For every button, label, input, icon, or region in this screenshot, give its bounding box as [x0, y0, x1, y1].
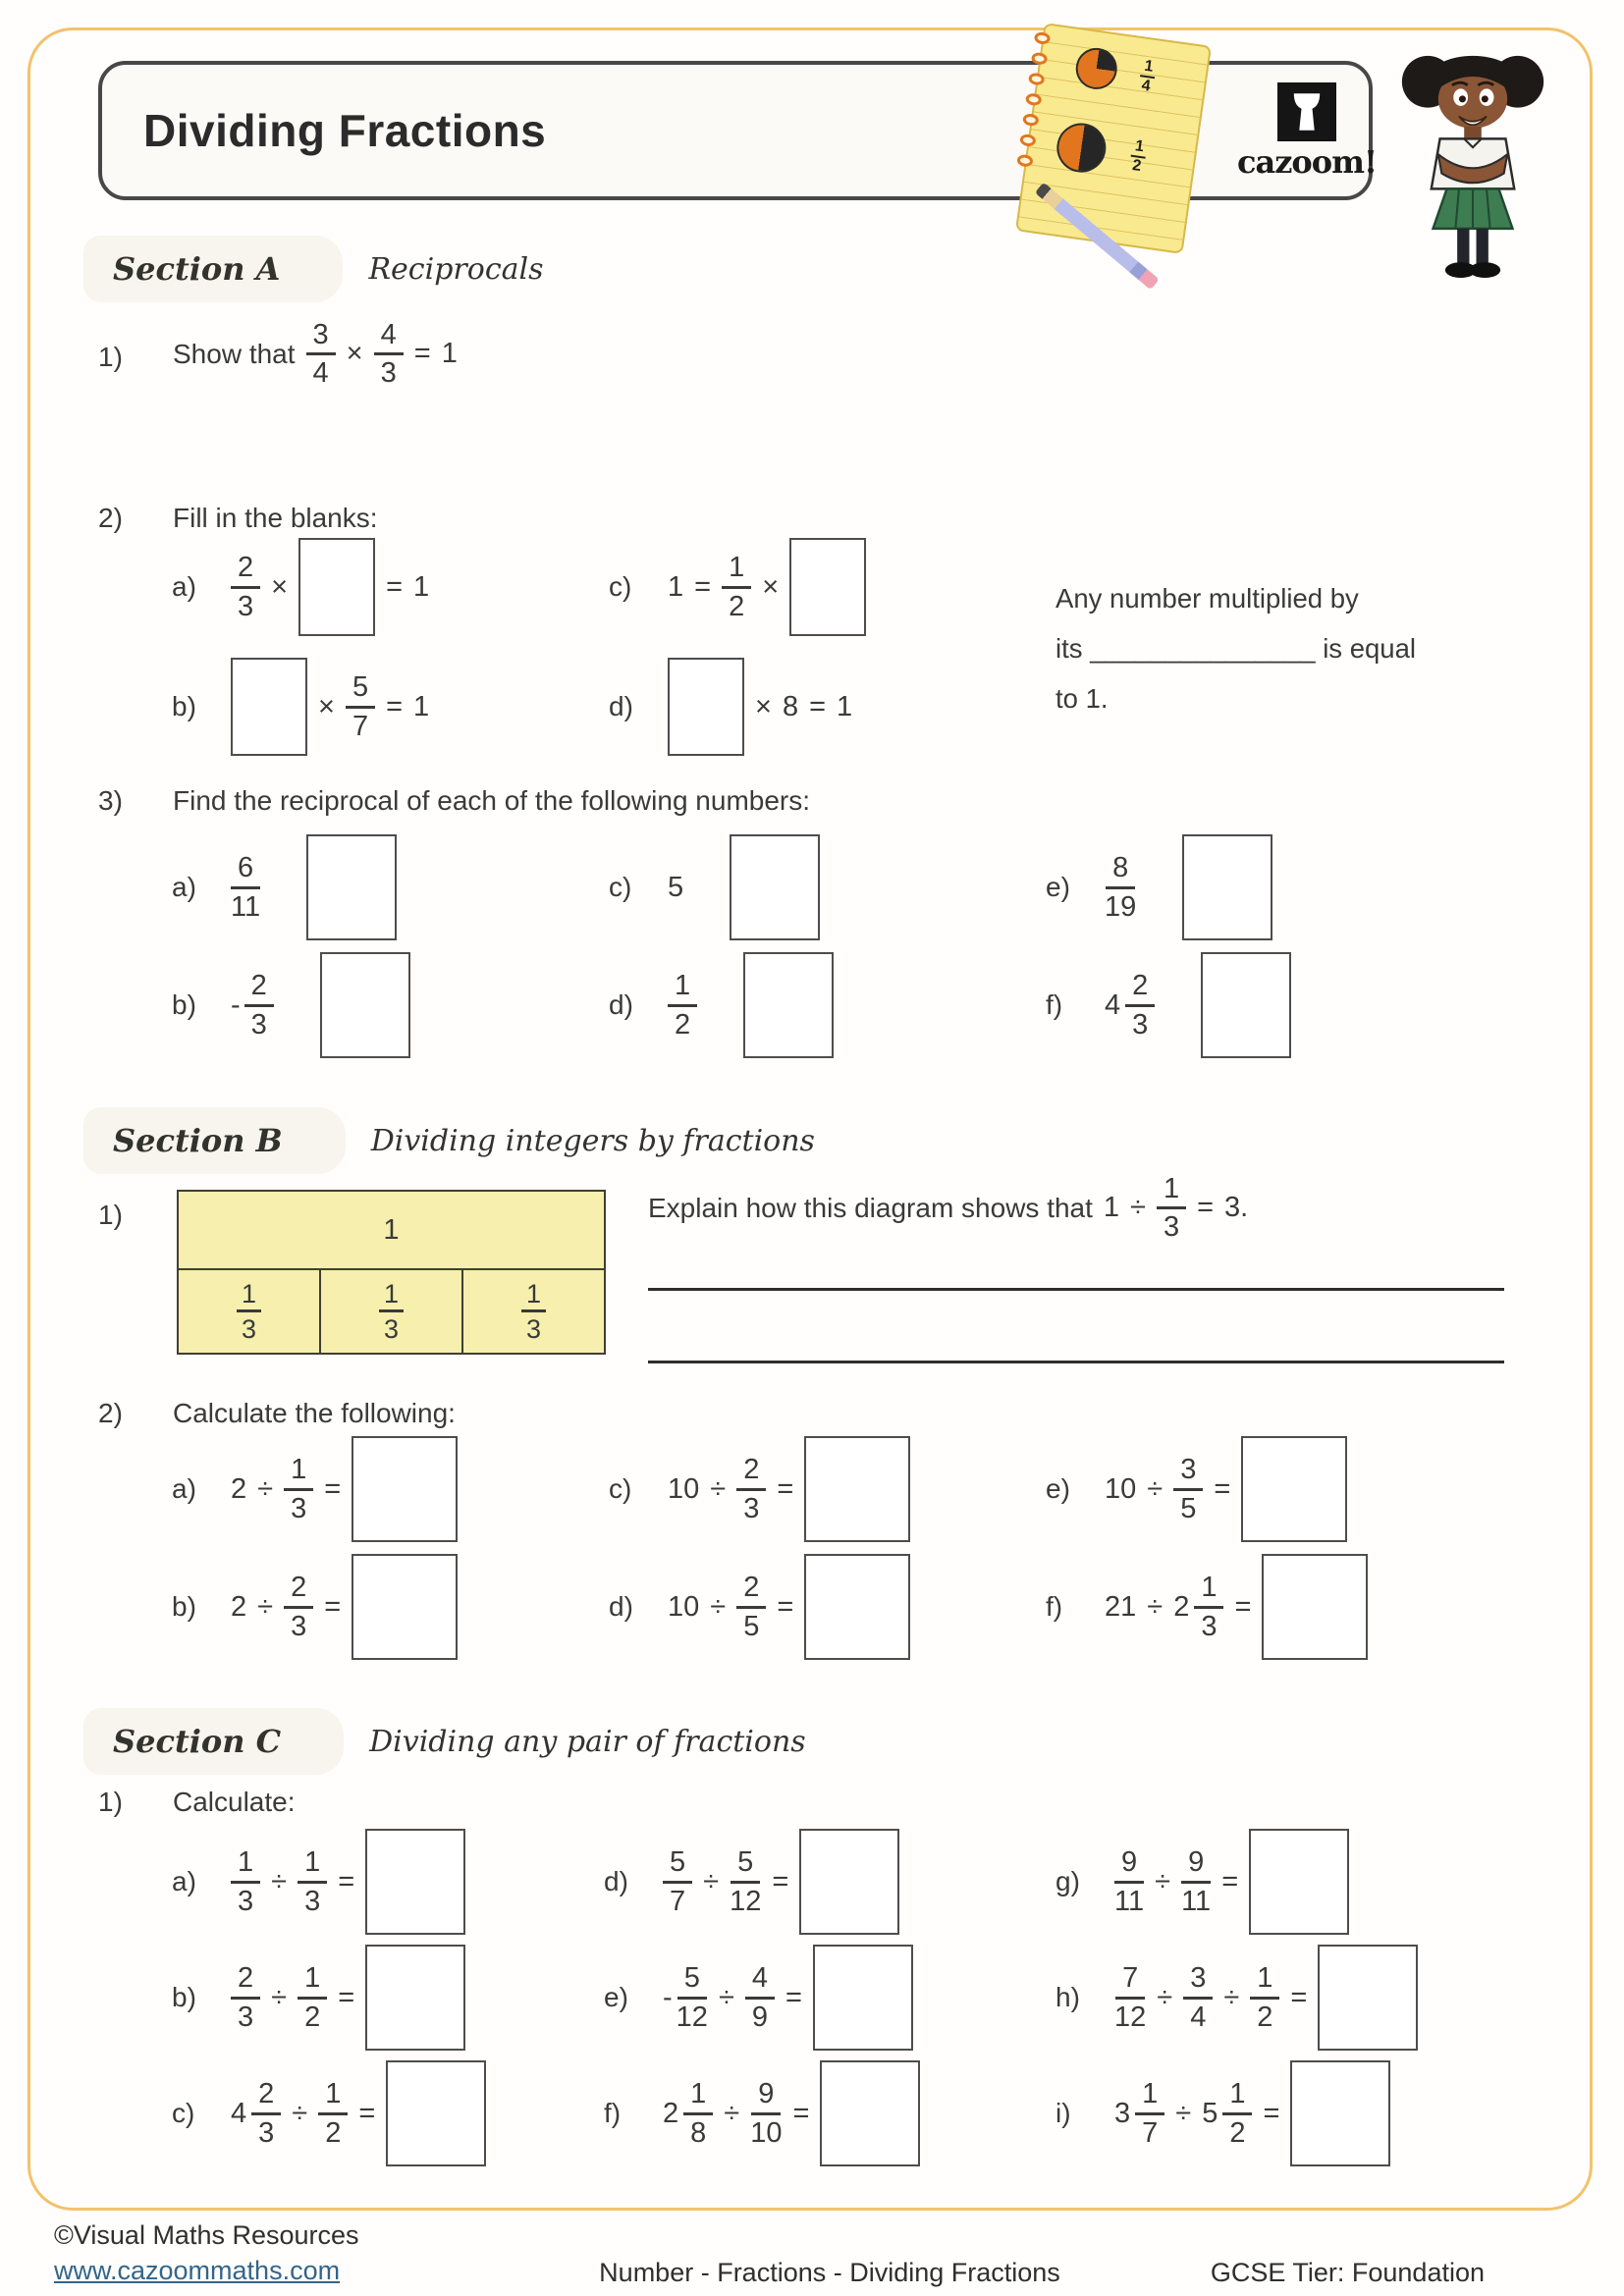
problem-a — [172, 832, 609, 942]
operator: = — [1221, 1865, 1239, 1897]
answer-box[interactable] — [668, 658, 744, 756]
problem-label: b) — [172, 1982, 196, 2012]
answer-box[interactable] — [320, 952, 410, 1058]
problem-label: f) — [604, 2098, 622, 2128]
section-a-label: Section A — [83, 236, 343, 302]
problem-label: a) — [172, 571, 196, 602]
fraction: $\frac{8}{19}$ — [1105, 852, 1137, 923]
problem-a — [172, 536, 609, 638]
problem-label: b) — [172, 691, 196, 721]
operator: = — [338, 1981, 355, 2013]
question-number: 2) — [98, 503, 123, 533]
operator: ÷ — [1175, 2097, 1192, 2129]
problem-c — [609, 832, 1046, 942]
problem-b — [172, 1944, 604, 2052]
problem-label: a) — [172, 872, 196, 902]
fraction: $\frac{1}{3}$ — [1157, 1174, 1186, 1243]
diagram-whole-cell: 1 — [177, 1190, 606, 1270]
term: 2 — [231, 1472, 247, 1505]
operator: = — [1234, 1590, 1252, 1623]
student-character-illustration — [1386, 47, 1559, 284]
problem-label: h) — [1056, 1982, 1080, 2012]
problem-f — [1046, 950, 1429, 1060]
operator: ÷ — [710, 1590, 727, 1623]
operator: ÷ — [271, 1981, 288, 2013]
problem-label: d) — [609, 1591, 633, 1622]
operator: = — [386, 690, 404, 722]
cazoom-logo — [1233, 82, 1380, 192]
operator: ÷ — [271, 1865, 288, 1897]
term: 2 — [231, 1590, 247, 1623]
notebook-illustration — [1015, 23, 1212, 254]
explain-prompt — [648, 1174, 1248, 1243]
term: 1 — [413, 570, 430, 603]
operator: × — [271, 570, 289, 603]
question-a3-head — [98, 785, 810, 817]
website-link[interactable]: www.cazoommaths.com — [54, 2256, 341, 2285]
fraction: - $\frac{5}{12}$ — [663, 1962, 708, 2033]
fraction: $\frac{6}{11}$ — [231, 852, 261, 923]
question-number: 1) — [98, 1200, 123, 1230]
operator: = — [1197, 1192, 1215, 1224]
fraction: $\frac{1}{3}$ — [231, 1847, 260, 1916]
problem-d — [604, 1828, 1056, 1936]
fraction: $\frac{1}{2}$ — [318, 2079, 348, 2148]
section-a-q3-items — [172, 832, 1429, 1060]
fraction: $\frac{5}{7}$ — [663, 1847, 692, 1916]
question-b2-head — [98, 1398, 456, 1429]
section-c-label: Section C — [83, 1708, 344, 1775]
fraction: $\frac{1}{2}$ — [298, 1963, 327, 2032]
fraction: $\frac{1}{2}$ — [1250, 1963, 1279, 2032]
operator: ÷ — [724, 2097, 740, 2129]
logo-text: cazoom! — [1237, 143, 1377, 181]
operator: ÷ — [1223, 1981, 1240, 2013]
answer-box[interactable] — [820, 2060, 920, 2166]
operator: × — [755, 690, 772, 722]
term: 10 — [668, 1472, 700, 1505]
fraction: $\frac{2}{5}$ — [736, 1573, 766, 1641]
term: 1 — [668, 570, 684, 603]
fraction: $\frac{5}{7}$ — [346, 672, 375, 741]
operator: = — [358, 2097, 376, 2129]
term: 1 — [1103, 1192, 1120, 1224]
problem-f — [604, 2059, 1056, 2167]
answer-box[interactable] — [365, 1829, 465, 1935]
problem-h — [1056, 1944, 1438, 2052]
operator: = — [413, 338, 431, 370]
problem-label: c) — [609, 571, 632, 602]
fraction-bar-diagram — [177, 1190, 606, 1355]
operator: = — [694, 570, 712, 603]
problem-i — [1056, 2059, 1438, 2167]
section-b-header — [83, 1107, 815, 1174]
question-number: 2) — [98, 1398, 123, 1428]
question-c1-head — [98, 1787, 296, 1818]
answer-box[interactable] — [231, 658, 307, 756]
answer-box[interactable] — [743, 952, 834, 1058]
problem-b — [172, 950, 609, 1060]
problem-e — [604, 1944, 1056, 2052]
operator: = — [792, 2097, 810, 2129]
problem-label: e) — [604, 1982, 628, 2012]
section-b-q2-items — [172, 1435, 1429, 1661]
diagram-third-cell: $\frac{1}{3}$ — [461, 1268, 606, 1355]
operator: = — [338, 1865, 355, 1897]
problem-c — [609, 536, 1046, 638]
operator: = — [809, 690, 827, 722]
term: 5 — [668, 871, 684, 903]
answer-line[interactable] — [648, 1288, 1504, 1291]
diagram-third-cell: $\frac{1}{3}$ — [177, 1268, 321, 1355]
problem-c — [172, 2059, 604, 2167]
answer-box[interactable] — [1318, 1945, 1418, 2051]
section-c-header — [83, 1708, 806, 1775]
operator: × — [762, 570, 780, 603]
question-prompt: Find the reciprocal of each of the following numbers: — [173, 785, 811, 816]
fraction-label: $\frac{1}{4}$ — [1138, 58, 1158, 95]
mixed-number: 4 $\frac{2}{3}$ — [1105, 971, 1155, 1040]
section-a-q2-items — [172, 536, 1046, 758]
answer-box[interactable] — [298, 538, 375, 636]
problem-label: d) — [609, 989, 633, 1020]
diagram-thirds-row — [177, 1268, 606, 1355]
operator: ÷ — [703, 1865, 720, 1897]
operator: × — [318, 690, 335, 722]
operator: = — [1214, 1472, 1231, 1505]
problem-a — [172, 1828, 604, 1936]
fraction: $\frac{1}{2}$ — [722, 553, 751, 621]
fraction: - $\frac{2}{3}$ — [231, 971, 274, 1040]
answer-box[interactable] — [804, 1436, 910, 1542]
problem-b — [172, 656, 609, 758]
fraction: $\frac{1}{3}$ — [298, 1847, 327, 1916]
answer-box[interactable] — [1262, 1554, 1368, 1660]
fraction: $\frac{5}{12}$ — [730, 1846, 762, 1917]
term: 10 — [1105, 1472, 1137, 1505]
question-prompt: Fill in the blanks: — [173, 503, 378, 533]
worksheet-topic: Number - Fractions - Dividing Fractions — [599, 2258, 1060, 2287]
term: 10 — [668, 1590, 700, 1623]
problem-label: i) — [1056, 2098, 1071, 2128]
reciprocal-note: Any number multiplied by its _______________ is equal to 1. — [1056, 583, 1416, 714]
fraction: $\frac{1}{2}$ — [668, 971, 697, 1040]
answer-box[interactable] — [1182, 834, 1272, 940]
problem-label: d) — [609, 691, 633, 721]
answer-line[interactable] — [648, 1361, 1504, 1363]
fraction: $\frac{4}{3}$ — [374, 320, 404, 389]
answer-box[interactable] — [365, 1945, 465, 2051]
answer-box[interactable] — [799, 1829, 899, 1935]
problem-label: b) — [172, 989, 196, 1020]
section-a-subtitle: Reciprocals — [368, 251, 544, 287]
problem-label: d) — [604, 1866, 628, 1896]
fraction: $\frac{9}{10}$ — [750, 2078, 783, 2149]
term: Explain how this diagram shows that — [648, 1192, 1093, 1223]
problem-d — [609, 656, 1046, 758]
answer-box[interactable] — [804, 1554, 910, 1660]
fraction: $\frac{9}{11}$ — [1114, 1846, 1145, 1917]
problem-d — [609, 950, 1046, 1060]
answer-box[interactable] — [352, 1436, 458, 1542]
question-prompt: Calculate: — [173, 1787, 296, 1817]
problem-label: c) — [172, 2098, 195, 2128]
section-c-subtitle: Dividing any pair of fractions — [369, 1724, 806, 1759]
question-number: 1) — [98, 1787, 123, 1817]
mixed-number: 2 $\frac{1}{3}$ — [1173, 1573, 1223, 1641]
fraction: $\frac{2}{3}$ — [231, 1963, 260, 2032]
problem-e — [1046, 832, 1429, 942]
problem-label: b) — [172, 1591, 196, 1622]
fraction: $\frac{2}{3}$ — [231, 553, 260, 621]
operator: = — [386, 570, 404, 603]
tier-label: GCSE Tier: Foundation — [1210, 2258, 1485, 2287]
problem-label: e) — [1046, 1473, 1070, 1504]
section-b-subtitle: Dividing integers by fractions — [370, 1123, 815, 1158]
fraction: $\frac{1}{3}$ — [284, 1455, 313, 1523]
operator: = — [777, 1472, 794, 1505]
fraction: $\frac{9}{11}$ — [1181, 1846, 1212, 1917]
problem-f — [1046, 1553, 1429, 1661]
term: 1 — [413, 690, 430, 722]
mixed-number: 2 $\frac{1}{8}$ — [663, 2079, 713, 2148]
operator: = — [324, 1472, 342, 1505]
operator: ÷ — [1155, 1865, 1171, 1897]
problem-a — [172, 1435, 609, 1543]
answer-box[interactable] — [306, 834, 397, 940]
mixed-number: 5 $\frac{1}{2}$ — [1202, 2079, 1252, 2148]
problem-c — [609, 1435, 1046, 1543]
term: Show that — [173, 338, 296, 369]
term: 1 — [441, 338, 458, 370]
problem-label: g) — [1056, 1866, 1080, 1896]
operator: = — [777, 1590, 794, 1623]
operator: × — [346, 338, 363, 370]
answer-box[interactable] — [789, 538, 866, 636]
operator: ÷ — [257, 1472, 274, 1505]
half-pie-icon — [1054, 120, 1109, 175]
fraction: $\frac{3}{5}$ — [1173, 1455, 1203, 1523]
copyright-text: ©Visual Maths Resources — [54, 2220, 359, 2250]
operator: ÷ — [710, 1472, 727, 1505]
fraction: $\frac{2}{3}$ — [736, 1455, 766, 1523]
question-a2-head — [98, 503, 378, 534]
problem-label: e) — [1046, 872, 1070, 902]
problem-label: f) — [1046, 989, 1063, 1020]
operator: = — [324, 1590, 342, 1623]
diagram-third-cell: $\frac{1}{3}$ — [319, 1268, 463, 1355]
operator: ÷ — [718, 1981, 734, 2013]
question-number: 1) — [98, 341, 123, 372]
section-a-header — [83, 236, 544, 302]
website-link-wrap — [54, 2256, 340, 2286]
answer-box[interactable] — [813, 1945, 913, 2051]
operator: = — [772, 1865, 789, 1897]
drum-icon — [1277, 82, 1336, 141]
page-title: Dividing Fractions — [143, 105, 547, 156]
quarter-pie-icon — [1073, 45, 1119, 91]
term: 3. — [1224, 1192, 1249, 1224]
answer-box[interactable] — [386, 2060, 486, 2166]
problem-label: c) — [609, 872, 632, 902]
problem-d — [609, 1553, 1046, 1661]
fraction: $\frac{4}{9}$ — [745, 1963, 775, 2032]
operator: ÷ — [1130, 1192, 1146, 1224]
operator: ÷ — [292, 2097, 308, 2129]
question-a1 — [98, 320, 458, 389]
mixed-number: 3 $\frac{1}{7}$ — [1114, 2079, 1164, 2148]
operator: = — [1290, 1981, 1308, 2013]
term: 21 — [1105, 1590, 1137, 1623]
fraction: $\frac{2}{3}$ — [284, 1573, 313, 1641]
operator: = — [785, 1981, 802, 2013]
problem-label: a) — [172, 1473, 196, 1504]
problem-b — [172, 1553, 609, 1661]
operator: = — [1263, 2097, 1280, 2129]
answer-box[interactable] — [1201, 952, 1291, 1058]
operator: ÷ — [1147, 1590, 1164, 1623]
answer-box[interactable] — [730, 834, 820, 940]
problem-g — [1056, 1828, 1438, 1936]
problem-label: f) — [1046, 1591, 1063, 1622]
problem-e — [1046, 1435, 1429, 1543]
fraction-label: $\frac{1}{2}$ — [1128, 138, 1148, 176]
problem-label: c) — [609, 1473, 632, 1504]
operator: ÷ — [1147, 1472, 1164, 1505]
answer-box[interactable] — [1241, 1436, 1347, 1542]
answer-box[interactable] — [1249, 1829, 1349, 1935]
term: 8 — [782, 690, 799, 722]
section-c-items — [172, 1828, 1438, 2167]
question-number: 3) — [98, 785, 123, 816]
operator: ÷ — [257, 1590, 274, 1623]
section-b-label: Section B — [83, 1107, 346, 1174]
fraction: $\frac{7}{12}$ — [1114, 1962, 1147, 2033]
fraction: $\frac{3}{4}$ — [1183, 1963, 1213, 2032]
mixed-number: 4 $\frac{2}{3}$ — [231, 2079, 281, 2148]
term: 1 — [837, 690, 853, 722]
answer-box[interactable] — [1290, 2060, 1390, 2166]
question-prompt: Calculate the following: — [173, 1398, 456, 1428]
fraction: $\frac{3}{4}$ — [306, 320, 336, 389]
operator: ÷ — [1157, 1981, 1173, 2013]
problem-label: a) — [172, 1866, 196, 1896]
answer-box[interactable] — [352, 1554, 458, 1660]
